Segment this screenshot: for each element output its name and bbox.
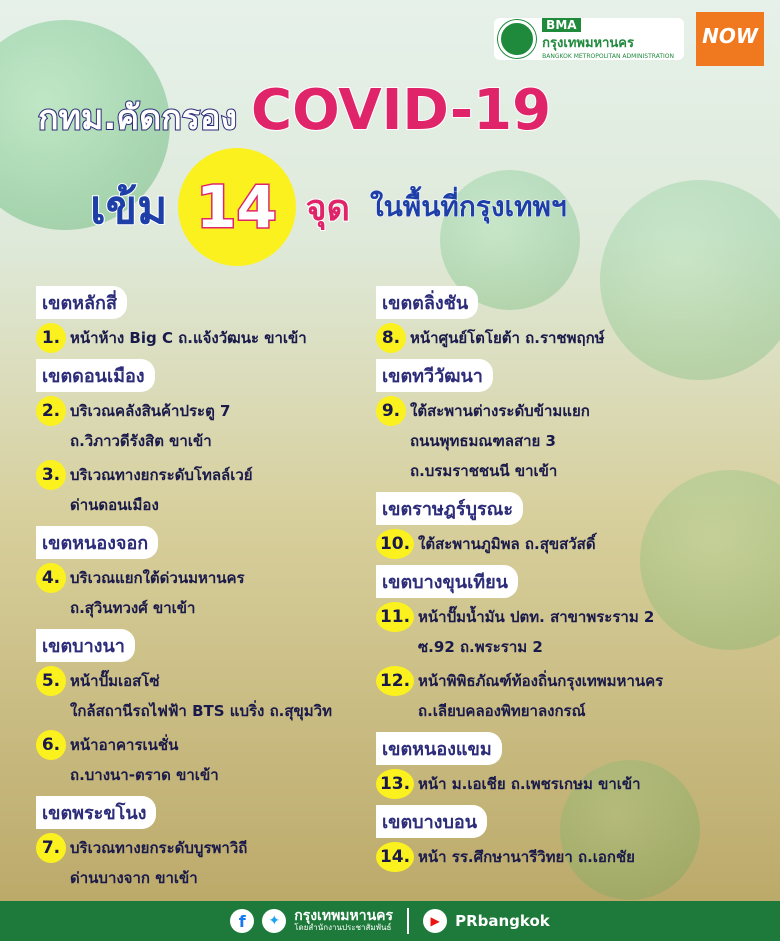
bma-logo (494, 18, 684, 60)
checkpoint-number: 6. (36, 730, 66, 760)
checkpoint-number: 2. (36, 396, 66, 426)
district-label: เขตบางบอน (376, 805, 487, 838)
facebook-icon[interactable]: f (230, 909, 254, 933)
checkpoint-location: หน้าศูนย์โตโยต้า ถ.ราชพฤกษ์ (410, 329, 605, 347)
checkpoint-location: หน้าพิพิธภัณฑ์ท้องถิ่นกรุงเทพมหานคร (418, 672, 664, 690)
checkpoint-number: 7. (36, 833, 66, 863)
footer-divider (407, 908, 409, 934)
checkpoint-location: ใต้สะพานต่างระดับข้ามแยก (410, 402, 590, 420)
checkpoint-location: ด่านดอนเมือง (70, 496, 159, 514)
checkpoint-number: 14. (376, 842, 414, 872)
checkpoint-number: 13. (376, 769, 414, 799)
checkpoint-item (376, 666, 756, 726)
twitter-icon[interactable]: ✦ (262, 909, 286, 933)
checkpoint-location: ถ.บางนา-ตราด ขาเข้า (70, 766, 219, 784)
checkpoint-item (376, 529, 756, 559)
title-screening: กทม.คัดกรอง (38, 98, 238, 138)
checkpoint-location: ถ.เลียบคลองพิทยาลงกรณ์ (418, 702, 586, 720)
checkpoint-location: ถ.สุวินทวงศ์ ขาเข้า (70, 599, 196, 617)
checkpoint-item (36, 323, 376, 353)
bma-thai-name: กรุงเทพมหานคร (542, 36, 634, 51)
district-label: เขตทวีวัฒนา (376, 359, 493, 392)
title-area: ในพื้นที่กรุงเทพฯ (369, 190, 567, 223)
now-logo (696, 12, 764, 66)
district-label: เขตหนองจอก (36, 526, 158, 559)
footer-brand-sub: โดยสำนักงานประชาสัมพันธ์ (294, 923, 392, 933)
checkpoint-number: 11. (376, 602, 414, 632)
checkpoint-item (36, 396, 376, 456)
checkpoint-location: ถนนพุทธมณฑลสาย 3 (410, 432, 556, 450)
checkpoint-location: หน้าห้าง Big C ถ.แจ้งวัฒนะ ขาเข้า (70, 329, 307, 347)
right-column (376, 280, 756, 872)
district-label: เขตพระขโนง (36, 796, 156, 829)
left-column (36, 280, 376, 893)
checkpoint-location: ด่านบางจาก ขาเข้า (70, 869, 198, 887)
footer (0, 901, 780, 941)
checkpoint-number: 4. (36, 563, 66, 593)
checkpoint-item (376, 842, 756, 872)
checkpoint-location: บริเวณคลังสินค้าประตู 7 (70, 402, 231, 420)
checkpoint-location: หน้า ม.เอเชีย ถ.เพชรเกษม ขาเข้า (418, 775, 641, 793)
checkpoint-location: หน้า รร.ศึกษานารีวิทยา ถ.เอกชัย (418, 848, 635, 866)
title-covid: COVID-19 (251, 78, 552, 143)
checkpoint-location: บริเวณแยกใต้ด่วนมหานคร (70, 569, 245, 587)
district-label: เขตตลิ่งชัน (376, 286, 478, 319)
checkpoint-location: ใต้สะพานภูมิพล ถ.สุขสวัสดิ์ (418, 535, 596, 553)
checkpoint-location: ใกล้สถานีรถไฟฟ้า BTS แบริ่ง ถ.สุขุมวิท (70, 702, 332, 720)
checkpoint-location: ถ.วิภาวดีรังสิต ขาเข้า (70, 432, 212, 450)
checkpoint-number: 5. (36, 666, 66, 696)
title-points: จุด (305, 187, 350, 229)
checkpoint-number: 12. (376, 666, 414, 696)
now-logo-tagline (729, 48, 731, 55)
footer-handle[interactable]: PRbangkok (455, 912, 550, 930)
checkpoint-item (36, 833, 376, 893)
district-label: เขตบางขุนเทียน (376, 565, 518, 598)
checkpoint-item (36, 666, 376, 726)
bma-english-name: BANGKOK METROPOLITAN ADMINISTRATION (542, 53, 674, 60)
title-line-2 (90, 148, 567, 266)
checkpoint-location: หน้าปั๊มน้ำมัน ปตท. สาขาพระราม 2 (418, 608, 655, 626)
district-label: เขตราษฎร์บูรณะ (376, 492, 523, 525)
checkpoint-item (36, 563, 376, 623)
checkpoint-item (376, 323, 756, 353)
title-line-1 (38, 78, 551, 144)
checkpoint-number: 1. (36, 323, 66, 353)
checkpoint-location: บริเวณทางยกระดับโทลล์เวย์ (70, 466, 253, 484)
checkpoint-location: หน้าปั๊มเอสโซ่ (70, 672, 160, 690)
district-label: เขตหนองแขม (376, 732, 502, 765)
district-label: เขตบางนา (36, 629, 135, 662)
bma-seal-icon (498, 20, 536, 58)
checkpoint-location: ซ.92 ถ.พระราม 2 (418, 638, 543, 656)
title-count-badge: 14 (178, 148, 296, 266)
district-label: เขตดอนเมือง (36, 359, 155, 392)
checkpoint-location: หน้าอาคารเนชั่น (70, 736, 179, 754)
checkpoint-number: 3. (36, 460, 66, 490)
footer-brand (294, 909, 393, 932)
checkpoint-item (36, 460, 376, 520)
district-label: เขตหลักสี่ (36, 286, 127, 319)
footer-brand-main: กรุงเทพมหานคร (294, 908, 394, 925)
checkpoint-item (36, 730, 376, 790)
checkpoint-number: 9. (376, 396, 406, 426)
header-logos (494, 12, 764, 66)
checkpoint-item (376, 769, 756, 799)
checkpoint-location: บริเวณทางยกระดับบูรพาวิถี (70, 839, 248, 857)
title-strict: เข้ม (90, 179, 168, 234)
now-logo-text: NOW (702, 23, 758, 48)
checkpoint-item (376, 602, 756, 662)
checkpoint-item (376, 396, 756, 486)
checkpoint-number: 10. (376, 529, 414, 559)
youtube-icon[interactable]: ▶ (423, 909, 447, 933)
bma-abbr: BMA (542, 18, 580, 32)
checkpoint-number: 8. (376, 323, 406, 353)
checkpoint-location: ถ.บรมราชชนนี ขาเข้า (410, 462, 558, 480)
